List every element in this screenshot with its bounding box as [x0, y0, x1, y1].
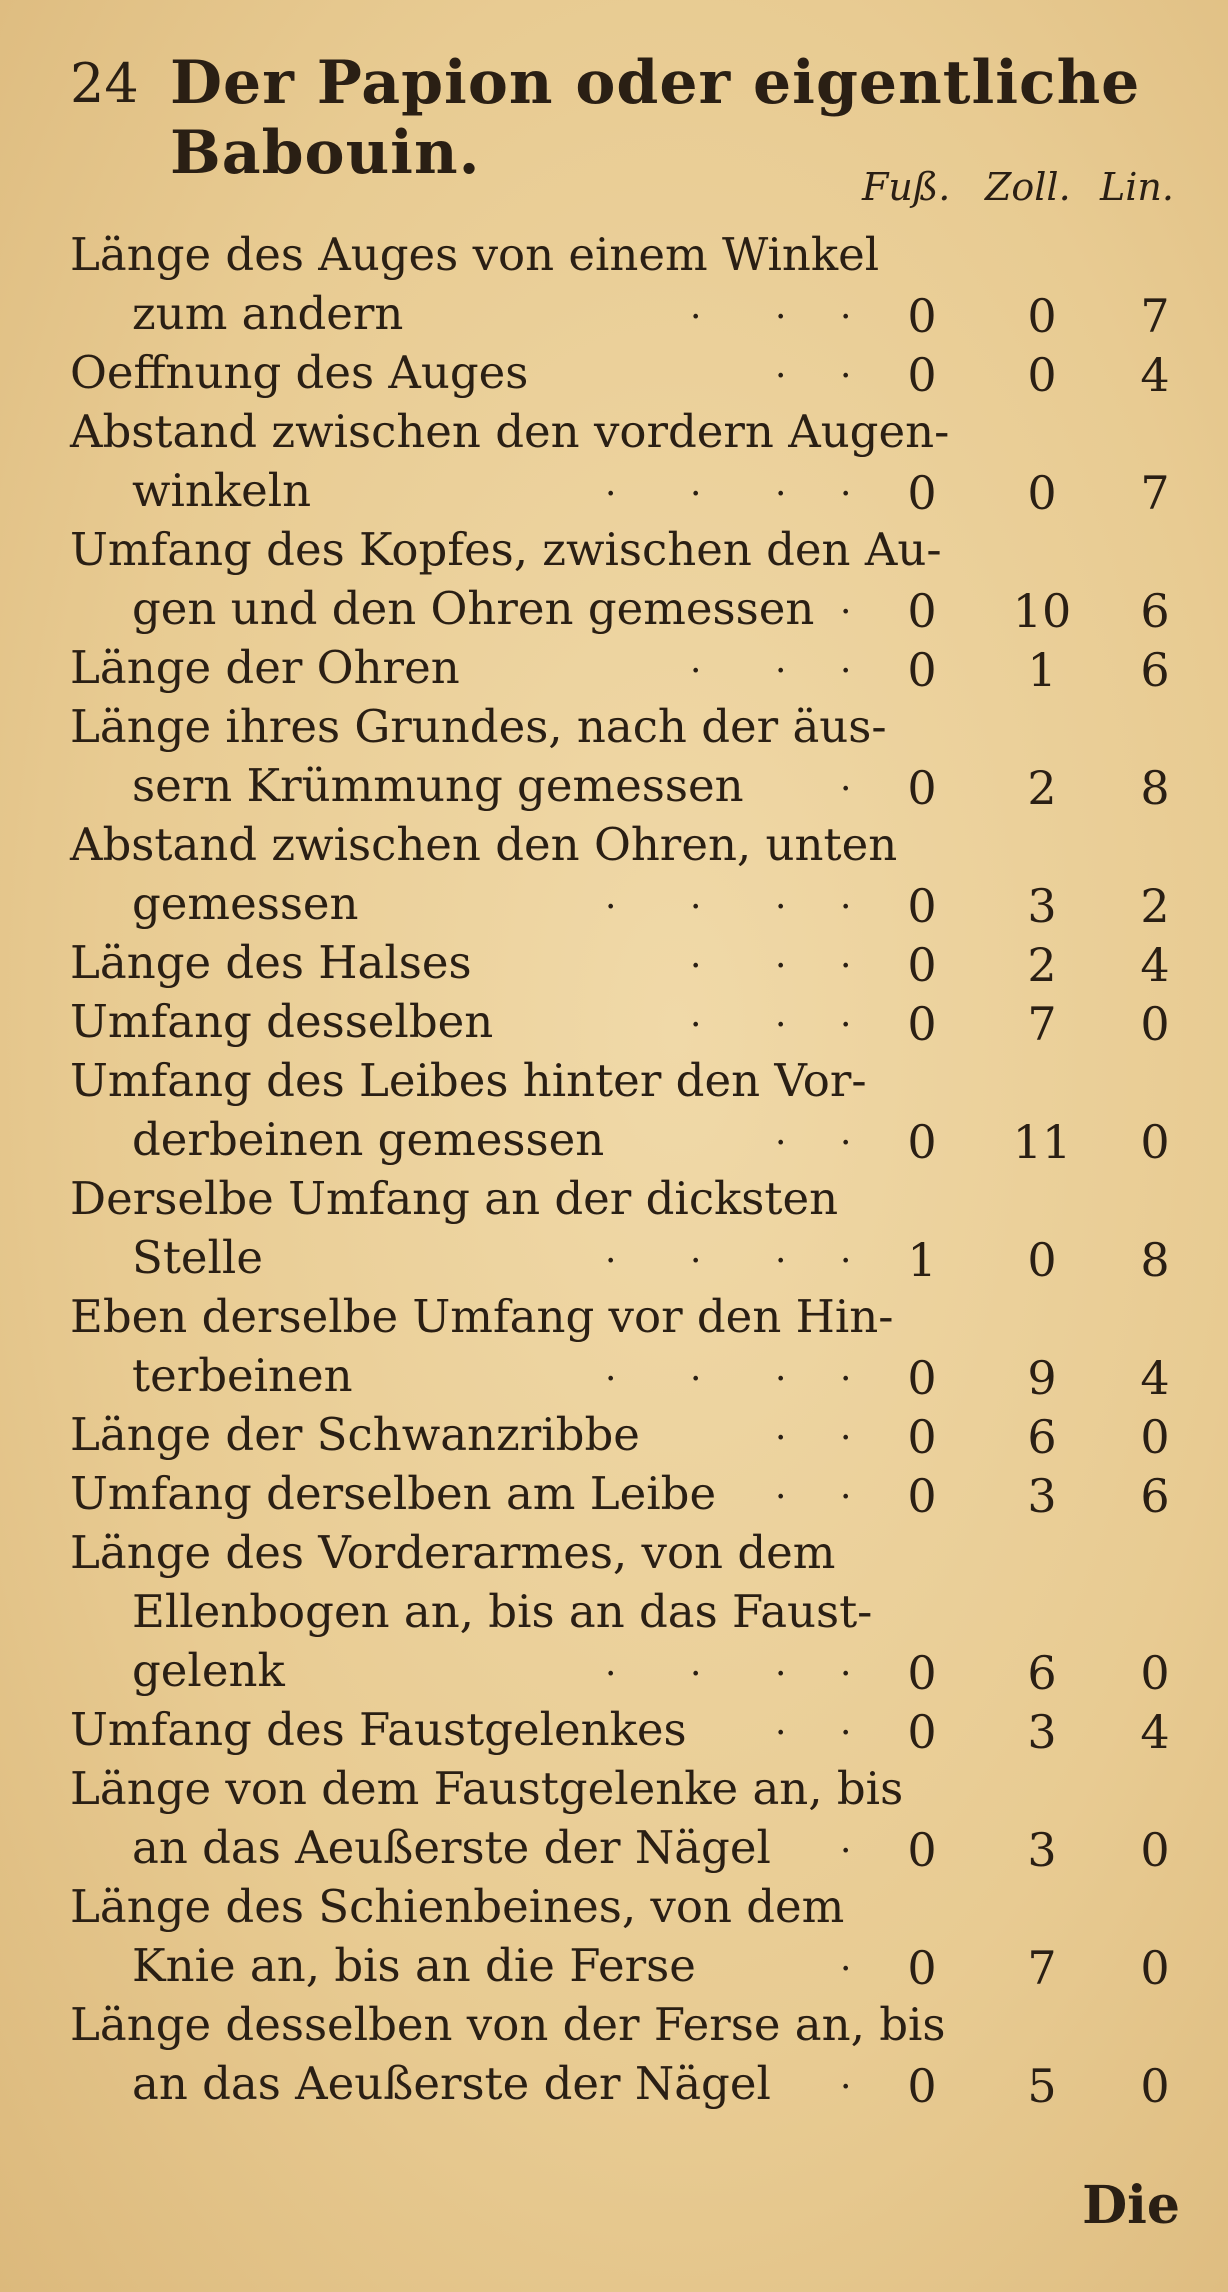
- value-zoll: 2: [1027, 938, 1057, 992]
- leader-mark: ·: [690, 1654, 702, 1695]
- leader-mark: ·: [775, 1654, 787, 1695]
- value-fuss: 0: [907, 1115, 937, 1169]
- leader-mark: ·: [775, 1713, 787, 1754]
- row-label: sern Krümmung gemessen: [132, 759, 744, 812]
- value-fuss: 0: [907, 289, 937, 343]
- value-fuss: 0: [907, 1823, 937, 1877]
- row-label: Länge des Schienbeines, von dem: [70, 1880, 845, 1933]
- table-row: [0, 756, 1228, 815]
- row-label: Umfang des Leibes hinter den Vor-: [70, 1054, 867, 1107]
- value-lin: 0: [1140, 1410, 1170, 1464]
- table-row: [0, 1818, 1228, 1877]
- value-lin: 4: [1140, 1705, 1170, 1759]
- leader-mark: ·: [840, 769, 852, 810]
- leader-mark: ·: [840, 1241, 852, 1282]
- leader-mark: ·: [690, 1241, 702, 1282]
- value-fuss: 0: [907, 466, 937, 520]
- table-row: [0, 284, 1228, 343]
- value-zoll: 9: [1027, 1351, 1057, 1405]
- row-label: terbeinen: [132, 1349, 353, 1402]
- column-headers: [0, 165, 1228, 215]
- table-row: [0, 874, 1228, 933]
- value-lin: 0: [1140, 1823, 1170, 1877]
- table-row: [0, 1110, 1228, 1169]
- measurement-table: [0, 225, 1228, 2113]
- row-label: Länge von dem Faustgelenke an, bis: [70, 1762, 904, 1815]
- table-row: [0, 1464, 1228, 1523]
- value-lin: 7: [1140, 289, 1170, 343]
- value-fuss: 1: [907, 1233, 937, 1287]
- value-fuss: 0: [907, 761, 937, 815]
- leader-mark: ·: [605, 887, 617, 928]
- leader-mark: ·: [775, 356, 787, 397]
- leader-mark: ·: [605, 1241, 617, 1282]
- leader-mark: ·: [840, 887, 852, 928]
- leader-mark: ·: [840, 651, 852, 692]
- leader-mark: ·: [775, 1359, 787, 1400]
- running-title: Der Papion oder eigentliche Babouin.: [170, 48, 1141, 188]
- row-label: Oeffnung des Auges: [70, 346, 529, 399]
- value-fuss: 0: [907, 584, 937, 638]
- row-label: Stelle: [132, 1231, 263, 1284]
- value-fuss: 0: [907, 1410, 937, 1464]
- row-label: derbeinen gemessen: [132, 1113, 605, 1166]
- table-row: [0, 933, 1228, 992]
- leader-mark: ·: [775, 1123, 787, 1164]
- row-label: Derselbe Umfang an der dicksten: [70, 1172, 839, 1225]
- leader-mark: ·: [840, 1123, 852, 1164]
- value-lin: 8: [1140, 761, 1170, 815]
- row-label: gen und den Ohren gemessen: [132, 582, 815, 635]
- leader-mark: ·: [690, 887, 702, 928]
- row-label: Länge des Vorderarmes, von dem: [70, 1526, 836, 1579]
- leader-mark: ·: [690, 297, 702, 338]
- page-number: 24: [70, 52, 139, 115]
- value-lin: 6: [1140, 643, 1170, 697]
- value-fuss: 0: [907, 348, 937, 402]
- value-zoll: 3: [1027, 1469, 1057, 1523]
- leader-mark: ·: [840, 2067, 852, 2108]
- value-fuss: 0: [907, 1646, 937, 1700]
- value-zoll: 3: [1027, 1705, 1057, 1759]
- table-row: [0, 402, 1228, 461]
- value-lin: 6: [1140, 1469, 1170, 1523]
- value-fuss: 0: [907, 997, 937, 1051]
- leader-mark: ·: [840, 1831, 852, 1872]
- value-lin: 8: [1140, 1233, 1170, 1287]
- table-row: [0, 1346, 1228, 1405]
- catchword: Die: [1082, 2175, 1180, 2236]
- table-row: [0, 1051, 1228, 1110]
- table-row: [0, 1228, 1228, 1287]
- value-fuss: 0: [907, 1469, 937, 1523]
- leader-mark: ·: [840, 946, 852, 987]
- value-zoll: 6: [1027, 1646, 1057, 1700]
- value-lin: 7: [1140, 466, 1170, 520]
- leader-mark: ·: [840, 356, 852, 397]
- row-label: an das Aeußerste der Nägel: [132, 2057, 771, 2110]
- value-zoll: 6: [1027, 1410, 1057, 1464]
- row-label: Länge ihres Grundes, nach der äus-: [70, 700, 887, 753]
- value-zoll: 3: [1027, 879, 1057, 933]
- leader-mark: ·: [840, 1949, 852, 1990]
- row-label: Länge des Halses: [70, 936, 472, 989]
- value-fuss: 0: [907, 2059, 937, 2113]
- table-row: [0, 343, 1228, 402]
- table-row: [0, 1995, 1228, 2054]
- column-header-lin: Lin.: [1100, 165, 1174, 209]
- value-fuss: 0: [907, 1351, 937, 1405]
- leader-mark: ·: [775, 651, 787, 692]
- table-row: [0, 1405, 1228, 1464]
- row-label: Abstand zwischen den vordern Augen-: [70, 405, 950, 458]
- leader-mark: ·: [690, 946, 702, 987]
- leader-mark: ·: [840, 1654, 852, 1695]
- table-row: [0, 579, 1228, 638]
- table-row: [0, 1936, 1228, 1995]
- row-label: winkeln: [132, 464, 312, 517]
- value-zoll: 0: [1027, 1233, 1057, 1287]
- row-label: Umfang des Kopfes, zwischen den Au-: [70, 523, 942, 576]
- value-fuss: 0: [907, 938, 937, 992]
- table-row: [0, 1582, 1228, 1641]
- value-lin: 0: [1140, 1941, 1170, 1995]
- value-lin: 0: [1140, 1115, 1170, 1169]
- table-row: [0, 697, 1228, 756]
- table-row: [0, 2054, 1228, 2113]
- table-row: [0, 1287, 1228, 1346]
- table-row: [0, 992, 1228, 1051]
- value-zoll: 0: [1027, 289, 1057, 343]
- value-lin: 4: [1140, 1351, 1170, 1405]
- value-zoll: 2: [1027, 761, 1057, 815]
- leader-mark: ·: [605, 1654, 617, 1695]
- leader-mark: ·: [840, 1713, 852, 1754]
- table-row: [0, 1759, 1228, 1818]
- row-label: Eben derselbe Umfang vor den Hin-: [70, 1290, 894, 1343]
- row-label: Umfang desselben: [70, 995, 494, 1048]
- leader-mark: ·: [775, 946, 787, 987]
- value-lin: 0: [1140, 997, 1170, 1051]
- leader-mark: ·: [775, 1005, 787, 1046]
- table-row: [0, 225, 1228, 284]
- table-row: [0, 1877, 1228, 1936]
- value-lin: 4: [1140, 938, 1170, 992]
- value-lin: 4: [1140, 348, 1170, 402]
- value-zoll: 7: [1027, 997, 1057, 1051]
- leader-mark: ·: [605, 474, 617, 515]
- row-label: Länge der Schwanzribbe: [70, 1408, 640, 1461]
- leader-mark: ·: [690, 474, 702, 515]
- row-label: Umfang derselben am Leibe: [70, 1467, 717, 1520]
- column-header-zoll: Zoll.: [985, 165, 1071, 209]
- table-row: [0, 1641, 1228, 1700]
- leader-mark: ·: [775, 1241, 787, 1282]
- row-label: Umfang des Faustgelenkes: [70, 1703, 687, 1756]
- value-zoll: 5: [1027, 2059, 1057, 2113]
- value-zoll: 0: [1027, 466, 1057, 520]
- value-zoll: 0: [1027, 348, 1057, 402]
- value-lin: 6: [1140, 584, 1170, 638]
- value-zoll: 3: [1027, 1823, 1057, 1877]
- value-lin: 0: [1140, 2059, 1170, 2113]
- leader-mark: ·: [840, 1418, 852, 1459]
- value-zoll: 11: [1012, 1115, 1072, 1169]
- row-label: Abstand zwischen den Ohren, unten: [70, 818, 898, 871]
- leader-mark: ·: [840, 592, 852, 633]
- leader-mark: ·: [775, 474, 787, 515]
- table-row: [0, 520, 1228, 579]
- value-zoll: 1: [1027, 643, 1057, 697]
- row-label: Knie an, bis an die Ferse: [132, 1939, 696, 1992]
- leader-mark: ·: [775, 1477, 787, 1518]
- row-label: gelenk: [132, 1644, 285, 1697]
- table-row: [0, 815, 1228, 874]
- leader-mark: ·: [840, 1359, 852, 1400]
- table-row: [0, 1523, 1228, 1582]
- value-zoll: 7: [1027, 1941, 1057, 1995]
- leader-mark: ·: [840, 297, 852, 338]
- value-fuss: 0: [907, 1941, 937, 1995]
- table-row: [0, 1169, 1228, 1228]
- leader-mark: ·: [840, 1005, 852, 1046]
- leader-mark: ·: [690, 1005, 702, 1046]
- table-row: [0, 638, 1228, 697]
- value-fuss: 0: [907, 1705, 937, 1759]
- leader-mark: ·: [775, 297, 787, 338]
- value-fuss: 0: [907, 879, 937, 933]
- leader-mark: ·: [605, 1359, 617, 1400]
- value-lin: 2: [1140, 879, 1170, 933]
- leader-mark: ·: [690, 1359, 702, 1400]
- table-row: [0, 1700, 1228, 1759]
- row-label: an das Aeußerste der Nägel: [132, 1821, 771, 1874]
- table-row: [0, 461, 1228, 520]
- row-label: Länge des Auges von einem Winkel: [70, 228, 880, 281]
- leader-mark: ·: [775, 1418, 787, 1459]
- row-label: Länge desselben von der Ferse an, bis: [70, 1998, 946, 2051]
- value-lin: 0: [1140, 1646, 1170, 1700]
- value-zoll: 10: [1012, 584, 1072, 638]
- leader-mark: ·: [690, 651, 702, 692]
- row-label: Länge der Ohren: [70, 641, 460, 694]
- row-label: zum andern: [132, 287, 404, 340]
- value-fuss: 0: [907, 643, 937, 697]
- column-header-fuss: Fuß.: [862, 165, 951, 209]
- row-label: gemessen: [132, 877, 359, 930]
- leader-mark: ·: [840, 474, 852, 515]
- row-label: Ellenbogen an, bis an das Faust-: [132, 1585, 873, 1638]
- leader-mark: ·: [775, 887, 787, 928]
- leader-mark: ·: [840, 1477, 852, 1518]
